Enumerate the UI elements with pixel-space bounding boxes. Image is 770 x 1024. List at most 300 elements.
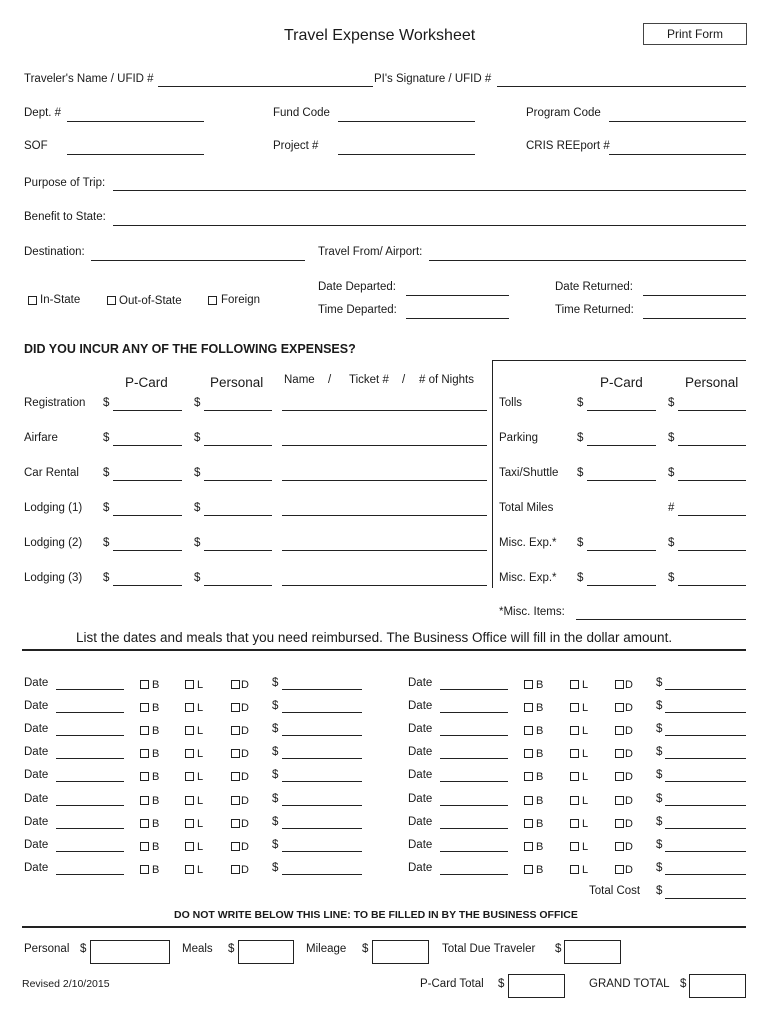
time-departed-field[interactable]: [406, 318, 509, 319]
pcard-dollar: $: [103, 467, 110, 479]
personal-dollar: $: [668, 537, 675, 549]
personal-dollar: $: [194, 467, 201, 479]
breakfast-label: B: [152, 840, 160, 853]
dinner-checkbox[interactable]: [231, 842, 240, 851]
dinner-label: D: [241, 771, 249, 784]
personal-dollar: $: [194, 572, 201, 584]
breakfast-label: B: [536, 840, 544, 853]
lunch-label: L: [197, 817, 204, 830]
lunch-label: L: [582, 702, 589, 715]
in-state-label: In-State: [40, 294, 81, 306]
breakfast-checkbox[interactable]: [140, 865, 149, 874]
purpose-field[interactable]: [113, 190, 746, 191]
sof-label: SOF: [24, 140, 48, 152]
office-pcard-total-label: P-Card Total: [420, 978, 484, 990]
dinner-checkbox[interactable]: [615, 772, 624, 781]
meal-amount-field[interactable]: [665, 735, 746, 736]
dinner-label: D: [625, 771, 633, 784]
personal-dollar: $: [668, 397, 675, 409]
ticket-nights-slash: /: [402, 374, 406, 386]
misc-items-field[interactable]: [576, 619, 746, 620]
pcard-dollar: $: [103, 432, 110, 444]
personal-amount-field[interactable]: [678, 410, 746, 411]
breakfast-checkbox[interactable]: [140, 680, 149, 689]
meal-date-field[interactable]: [440, 689, 508, 690]
pcard-amount-field[interactable]: [587, 550, 656, 551]
travel-from-label: Travel From/ Airport:: [318, 246, 423, 258]
personal-amount-field[interactable]: [678, 585, 746, 586]
cris-reeport-label: CRIS REEport #: [526, 140, 610, 152]
out-of-state-checkbox[interactable]: [107, 296, 116, 305]
meal-date-field[interactable]: [56, 689, 124, 690]
breakfast-checkbox[interactable]: [524, 680, 533, 689]
personal-amount-field[interactable]: [204, 445, 272, 446]
miles-hash: #: [668, 502, 675, 514]
lunch-label: L: [582, 863, 589, 876]
breakfast-label: B: [536, 794, 544, 807]
breakfast-checkbox[interactable]: [524, 796, 533, 805]
breakfast-label: B: [536, 817, 544, 830]
meal-amount-field[interactable]: [665, 805, 746, 806]
page-title: Travel Expense Worksheet: [284, 27, 476, 44]
office-mileage-label: Mileage: [306, 943, 347, 955]
lunch-label: L: [197, 679, 204, 691]
meal-amount-field[interactable]: [282, 805, 362, 806]
lunch-checkbox[interactable]: [185, 819, 194, 828]
breakfast-checkbox[interactable]: [524, 703, 533, 712]
dinner-checkbox[interactable]: [615, 703, 624, 712]
meal-date-field[interactable]: [440, 712, 508, 713]
benefit-field[interactable]: [113, 225, 746, 226]
office-grand-total-label: GRAND TOTAL: [589, 978, 670, 990]
office-personal-label: Personal: [24, 943, 70, 955]
fund-code-label: Fund Code: [273, 107, 330, 119]
breakfast-checkbox[interactable]: [140, 796, 149, 805]
pcard-amount-field[interactable]: [587, 410, 656, 411]
personal-dollar: $: [194, 537, 201, 549]
expense-row-label: Lodging (1): [24, 502, 83, 514]
dinner-checkbox[interactable]: [231, 749, 240, 758]
dinner-checkbox[interactable]: [615, 865, 624, 874]
breakfast-checkbox[interactable]: [524, 726, 533, 735]
lunch-label: L: [582, 748, 589, 761]
meal-amount-field[interactable]: [665, 828, 746, 829]
pcard-amount-field[interactable]: [587, 585, 656, 586]
personal-amount-field[interactable]: [678, 445, 746, 446]
meal-amount-field[interactable]: [282, 828, 362, 829]
lunch-checkbox[interactable]: [185, 703, 194, 712]
office-notice: DO NOT WRITE BELOW THIS LINE: TO BE FILLED IN BY THE BUSINESS OFFICE: [174, 909, 578, 921]
dinner-label: D: [625, 679, 633, 691]
meal-amount-field[interactable]: [665, 689, 746, 690]
meal-dollar: $: [272, 792, 279, 805]
breakfast-checkbox[interactable]: [140, 842, 149, 851]
out-of-state-label: Out-of-State: [119, 295, 182, 307]
meal-date-label: Date: [24, 746, 49, 759]
meal-dollar: $: [656, 861, 663, 874]
office-mileage-box[interactable]: [372, 940, 429, 964]
breakfast-checkbox[interactable]: [524, 749, 533, 758]
lunch-checkbox[interactable]: [570, 842, 579, 851]
breakfast-label: B: [536, 771, 544, 784]
pcard-dollar: $: [577, 537, 584, 549]
lunch-checkbox[interactable]: [185, 726, 194, 735]
personal-amount-field[interactable]: [204, 410, 272, 411]
fund-code-field[interactable]: [338, 121, 475, 122]
meal-date-label: Date: [24, 700, 49, 713]
name-ticket-nights-field[interactable]: [282, 445, 487, 446]
lunch-label: L: [582, 679, 589, 691]
meal-date-field[interactable]: [56, 735, 124, 736]
dinner-label: D: [241, 702, 249, 715]
meal-date-field[interactable]: [440, 874, 508, 875]
lunch-label: L: [197, 863, 204, 876]
dinner-label: D: [241, 794, 249, 807]
office-meals-box[interactable]: [238, 940, 294, 964]
dept-field[interactable]: [67, 121, 204, 122]
dinner-checkbox[interactable]: [231, 680, 240, 689]
expenses-top-rule: [493, 360, 746, 361]
dinner-checkbox[interactable]: [615, 726, 624, 735]
benefit-label: Benefit to State:: [24, 211, 106, 223]
meal-amount-field[interactable]: [665, 712, 746, 713]
personal-amount-field[interactable]: [204, 480, 272, 481]
print-form-button[interactable]: Print Form: [643, 23, 747, 45]
breakfast-checkbox[interactable]: [140, 749, 149, 758]
meal-dollar: $: [656, 723, 663, 736]
time-returned-field[interactable]: [643, 318, 746, 319]
meal-amount-field[interactable]: [282, 689, 362, 690]
office-total-due-label: Total Due Traveler: [442, 943, 536, 955]
meal-dollar: $: [272, 746, 279, 759]
dinner-checkbox[interactable]: [615, 819, 624, 828]
dinner-checkbox[interactable]: [615, 796, 624, 805]
personal-amount-field[interactable]: [204, 515, 272, 516]
meal-date-field[interactable]: [56, 874, 124, 875]
name-ticket-slash: /: [328, 374, 332, 386]
breakfast-label: B: [152, 725, 160, 738]
meal-date-label: Date: [24, 677, 49, 689]
breakfast-checkbox[interactable]: [524, 772, 533, 781]
expense-row-label: Misc. Exp.*: [499, 572, 557, 584]
personal-dollar: $: [668, 572, 675, 584]
breakfast-label: B: [152, 702, 160, 715]
meal-date-label: Date: [408, 815, 433, 828]
pcard-amount-field[interactable]: [587, 480, 656, 481]
destination-field[interactable]: [91, 260, 305, 261]
office-pcard-total-dollar: $: [498, 978, 505, 990]
meal-amount-field[interactable]: [282, 735, 362, 736]
name-ticket-nights-field[interactable]: [282, 550, 487, 551]
expense-row-label: Misc. Exp.*: [499, 537, 557, 549]
meal-amount-field[interactable]: [665, 758, 746, 759]
meal-dollar: $: [272, 700, 279, 713]
dinner-label: D: [241, 817, 249, 830]
travel-from-field[interactable]: [429, 260, 746, 261]
pcard-amount-field[interactable]: [113, 585, 182, 586]
dinner-label: D: [625, 863, 633, 876]
dinner-label: D: [625, 725, 633, 738]
meal-amount-field[interactable]: [282, 758, 362, 759]
meal-dollar: $: [656, 769, 663, 782]
personal-dollar: $: [194, 432, 201, 444]
breakfast-label: B: [536, 748, 544, 761]
dinner-checkbox[interactable]: [231, 865, 240, 874]
expense-row-label: Car Rental: [24, 467, 79, 479]
lunch-label: L: [197, 725, 204, 738]
breakfast-checkbox[interactable]: [524, 819, 533, 828]
breakfast-checkbox[interactable]: [140, 703, 149, 712]
meal-amount-field[interactable]: [665, 874, 746, 875]
meal-dollar: $: [656, 677, 663, 689]
dinner-checkbox[interactable]: [615, 680, 624, 689]
meal-date-field[interactable]: [440, 758, 508, 759]
office-total-due-box[interactable]: [564, 940, 621, 964]
meal-date-field[interactable]: [56, 781, 124, 782]
breakfast-checkbox[interactable]: [140, 726, 149, 735]
dinner-label: D: [625, 817, 633, 830]
project-field[interactable]: [338, 154, 475, 155]
pcard-dollar: $: [577, 572, 584, 584]
expense-row-label: Total Miles: [499, 502, 554, 514]
expense-row-label: Tolls: [499, 397, 523, 409]
pcard-amount-field[interactable]: [113, 445, 182, 446]
meals-rule: [22, 649, 746, 651]
date-returned-label: Date Returned:: [555, 281, 633, 293]
breakfast-label: B: [152, 863, 160, 876]
meal-date-field[interactable]: [56, 851, 124, 852]
expense-row-label: Lodging (2): [24, 537, 83, 549]
lunch-checkbox[interactable]: [570, 703, 579, 712]
personal-amount-field[interactable]: [204, 550, 272, 551]
expense-row-label: Lodging (3): [24, 572, 83, 584]
meal-date-field[interactable]: [440, 781, 508, 782]
travelers-name-label: Traveler's Name / UFID #: [24, 73, 154, 85]
revised-date: Revised 2/10/2015: [22, 978, 110, 990]
left-pcard-header: P-Card: [125, 375, 168, 390]
breakfast-checkbox[interactable]: [524, 842, 533, 851]
pcard-dollar: $: [577, 432, 584, 444]
lunch-label: L: [582, 794, 589, 807]
meal-date-label: Date: [24, 769, 49, 782]
office-mileage-dollar: $: [362, 943, 369, 955]
name-ticket-nights-field[interactable]: [282, 515, 487, 516]
name-ticket-nights-field[interactable]: [282, 585, 487, 586]
meal-date-label: Date: [408, 861, 433, 874]
dinner-label: D: [625, 748, 633, 761]
cris-reeport-field[interactable]: [609, 154, 746, 155]
destination-label: Destination:: [24, 246, 85, 258]
nights-column-header: # of Nights: [419, 374, 474, 386]
meal-dollar: $: [272, 677, 279, 689]
pcard-amount-field[interactable]: [113, 550, 182, 551]
pcard-dollar: $: [103, 397, 110, 409]
breakfast-checkbox[interactable]: [140, 819, 149, 828]
meal-date-field[interactable]: [440, 851, 508, 852]
office-rule: [22, 926, 746, 928]
meal-amount-field[interactable]: [282, 874, 362, 875]
meal-date-field[interactable]: [56, 758, 124, 759]
meal-amount-field[interactable]: [665, 781, 746, 782]
time-departed-label: Time Departed:: [318, 304, 397, 316]
meals-instruction: List the dates and meals that you need reimbursed. The Business Office will fill in the dollar amount.: [76, 630, 673, 645]
personal-amount-field[interactable]: [678, 515, 746, 516]
lunch-checkbox[interactable]: [570, 772, 579, 781]
meal-date-field[interactable]: [56, 712, 124, 713]
meal-date-label: Date: [408, 838, 433, 851]
lunch-checkbox[interactable]: [570, 819, 579, 828]
in-state-checkbox[interactable]: [28, 296, 37, 305]
name-ticket-nights-field[interactable]: [282, 410, 487, 411]
meal-date-field[interactable]: [56, 828, 124, 829]
breakfast-checkbox[interactable]: [524, 865, 533, 874]
pcard-amount-field[interactable]: [113, 410, 182, 411]
meal-dollar: $: [656, 838, 663, 851]
meal-date-label: Date: [408, 723, 433, 736]
personal-dollar: $: [668, 432, 675, 444]
meal-date-label: Date: [24, 792, 49, 805]
expense-row-label: Registration: [24, 397, 86, 409]
lunch-checkbox[interactable]: [185, 772, 194, 781]
dinner-checkbox[interactable]: [231, 703, 240, 712]
meal-dollar: $: [656, 746, 663, 759]
lunch-label: L: [197, 840, 204, 853]
lunch-label: L: [197, 702, 204, 715]
pcard-amount-field[interactable]: [113, 515, 182, 516]
meal-date-field[interactable]: [440, 735, 508, 736]
personal-dollar: $: [668, 467, 675, 479]
pcard-amount-field[interactable]: [587, 445, 656, 446]
total-cost-field[interactable]: [665, 898, 746, 899]
meal-date-label: Date: [24, 838, 49, 851]
breakfast-label: B: [152, 817, 160, 830]
office-personal-dollar: $: [80, 943, 87, 955]
dinner-checkbox[interactable]: [231, 772, 240, 781]
dinner-label: D: [625, 702, 633, 715]
lunch-checkbox[interactable]: [570, 726, 579, 735]
lunch-checkbox[interactable]: [185, 796, 194, 805]
breakfast-label: B: [536, 702, 544, 715]
meal-date-label: Date: [408, 792, 433, 805]
sof-field[interactable]: [67, 154, 204, 155]
meal-date-label: Date: [408, 746, 433, 759]
meal-dollar: $: [656, 792, 663, 805]
office-meals-label: Meals: [182, 943, 213, 955]
meal-amount-field[interactable]: [282, 851, 362, 852]
meal-date-field[interactable]: [440, 828, 508, 829]
lunch-label: L: [197, 771, 204, 784]
foreign-checkbox[interactable]: [208, 296, 217, 305]
breakfast-label: B: [536, 725, 544, 738]
program-code-field[interactable]: [609, 121, 746, 122]
personal-amount-field[interactable]: [204, 585, 272, 586]
dinner-checkbox[interactable]: [231, 796, 240, 805]
meal-date-field[interactable]: [440, 805, 508, 806]
left-personal-header: Personal: [210, 375, 264, 390]
meal-dollar: $: [656, 700, 663, 713]
dinner-label: D: [241, 863, 249, 876]
lunch-label: L: [197, 794, 204, 807]
lunch-checkbox[interactable]: [570, 865, 579, 874]
meal-date-label: Date: [408, 700, 433, 713]
pi-signature-field[interactable]: [497, 86, 746, 87]
dept-label: Dept. #: [24, 107, 62, 119]
right-pcard-header: P-Card: [600, 375, 643, 390]
pcard-dollar: $: [103, 502, 110, 514]
misc-items-label: *Misc. Items:: [499, 606, 565, 618]
time-returned-label: Time Returned:: [555, 304, 634, 316]
lunch-label: L: [582, 840, 589, 853]
pcard-dollar: $: [577, 397, 584, 409]
dinner-checkbox[interactable]: [231, 819, 240, 828]
meal-date-field[interactable]: [56, 805, 124, 806]
lunch-label: L: [582, 771, 589, 784]
personal-amount-field[interactable]: [678, 480, 746, 481]
meal-date-label: Date: [24, 861, 49, 874]
meal-dollar: $: [272, 815, 279, 828]
dinner-label: D: [241, 840, 249, 853]
date-returned-field[interactable]: [643, 295, 746, 296]
travelers-name-field[interactable]: [158, 86, 373, 87]
office-grand-total-box[interactable]: [689, 974, 746, 998]
date-departed-field[interactable]: [406, 295, 509, 296]
meal-amount-field[interactable]: [282, 781, 362, 782]
lunch-checkbox[interactable]: [570, 796, 579, 805]
name-ticket-nights-field[interactable]: [282, 480, 487, 481]
meal-amount-field[interactable]: [665, 851, 746, 852]
expense-row-label: Taxi/Shuttle: [499, 467, 559, 479]
pcard-amount-field[interactable]: [113, 480, 182, 481]
lunch-checkbox[interactable]: [570, 749, 579, 758]
office-personal-box[interactable]: [90, 940, 170, 964]
breakfast-label: B: [536, 863, 544, 876]
meal-date-label: Date: [408, 769, 433, 782]
personal-dollar: $: [194, 397, 201, 409]
office-pcard-total-box[interactable]: [508, 974, 565, 998]
expense-row-label: Airfare: [24, 432, 58, 444]
expenses-heading: DID YOU INCUR ANY OF THE FOLLOWING EXPENSES?: [24, 342, 356, 356]
dinner-label: D: [241, 748, 249, 761]
dinner-label: D: [241, 679, 249, 691]
lunch-checkbox[interactable]: [185, 680, 194, 689]
foreign-label: Foreign: [221, 294, 260, 306]
lunch-checkbox[interactable]: [185, 749, 194, 758]
lunch-checkbox[interactable]: [570, 680, 579, 689]
lunch-checkbox[interactable]: [185, 865, 194, 874]
breakfast-label: B: [536, 679, 544, 691]
purpose-label: Purpose of Trip:: [24, 177, 106, 189]
lunch-checkbox[interactable]: [185, 842, 194, 851]
meal-date-label: Date: [24, 815, 49, 828]
right-personal-header: Personal: [685, 375, 739, 390]
dinner-checkbox[interactable]: [231, 726, 240, 735]
program-code-label: Program Code: [526, 107, 601, 119]
total-cost-dollar: $: [656, 885, 663, 897]
lunch-label: L: [582, 725, 589, 738]
expenses-divider: [492, 360, 493, 588]
expense-row-label: Parking: [499, 432, 538, 444]
dinner-checkbox[interactable]: [615, 749, 624, 758]
personal-dollar: $: [194, 502, 201, 514]
meal-amount-field[interactable]: [282, 712, 362, 713]
dinner-checkbox[interactable]: [615, 842, 624, 851]
dinner-label: D: [625, 794, 633, 807]
meal-date-label: Date: [408, 677, 433, 689]
breakfast-checkbox[interactable]: [140, 772, 149, 781]
meal-dollar: $: [272, 861, 279, 874]
personal-amount-field[interactable]: [678, 550, 746, 551]
pcard-dollar: $: [103, 572, 110, 584]
